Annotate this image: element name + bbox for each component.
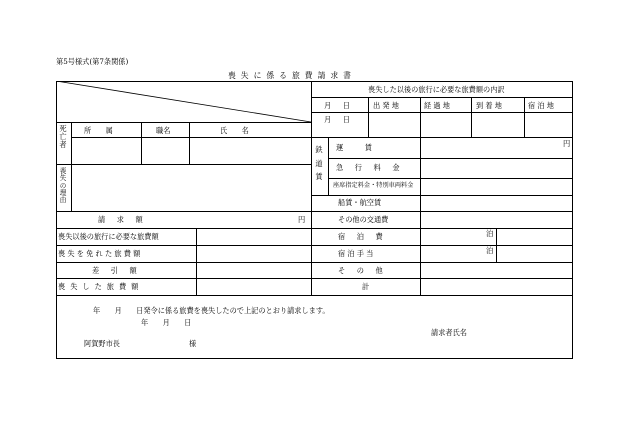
form-title: 喪失に係る旅費請求書 [228,71,356,80]
claim-amount-label: 請 求 額 [98,215,145,224]
col-rank: 職名 [156,126,171,135]
header-lodging-place: 宿泊地 [528,101,557,110]
deduction-label: 差 引 額 [92,266,139,275]
header-via: 経過地 [424,101,453,110]
header-date: 月 日 [324,101,353,110]
statement: 年 月 日発令に係る旅費を喪失したので上記のとおり請求します。 [93,306,330,315]
ship-air-label: 船賃・航空賃 [338,198,382,207]
lost-label: 喪失した旅費額 [58,282,144,291]
seat-fee-label: 座席指定料金・特別車両料金 [333,182,414,189]
other-label: そ の 他 [338,266,385,275]
deceased-label: 死亡者 [59,124,67,149]
lodging-allowance-label: 宿泊手当 [338,249,376,258]
header-arrival: 到着地 [476,101,505,110]
needed-after-label: 喪失以後の旅行に必要な旅費額 [58,232,159,241]
lodging-label: 宿 泊 費 [338,232,385,241]
form-code: 第5号様式(第7条関係) [56,57,129,66]
total-label: 計 [362,282,370,291]
reason-label: 喪失の理由 [59,167,67,204]
honorific: 様 [189,339,197,348]
express-label: 急 行 料 金 [336,163,402,172]
fare-label: 運 賃 [336,143,372,152]
night-1: 泊 [486,229,494,238]
header-departure: 出発地 [373,101,402,110]
fare-yen: 円 [563,139,571,148]
addressee: 阿賀野市長 [84,339,120,348]
row-date: 月 日 [324,115,353,124]
night-2: 泊 [486,246,494,255]
claimant-label: 請求者氏名 [431,328,467,337]
claim-yen: 円 [298,215,306,224]
breakdown-title: 喪失した以後の旅行に必要な旅費額の内訳 [368,85,505,94]
claim-date: 年 月 日 [141,318,192,327]
diagonal-slash [56,81,311,122]
escaped-label: 喪失を免れた旅費額 [58,249,143,258]
col-name: 氏 名 [220,126,249,135]
col-office: 所 属 [84,126,113,135]
rail-label: 鉄道賃 [315,145,323,182]
other-transport-label: その他の交通費 [338,215,389,224]
